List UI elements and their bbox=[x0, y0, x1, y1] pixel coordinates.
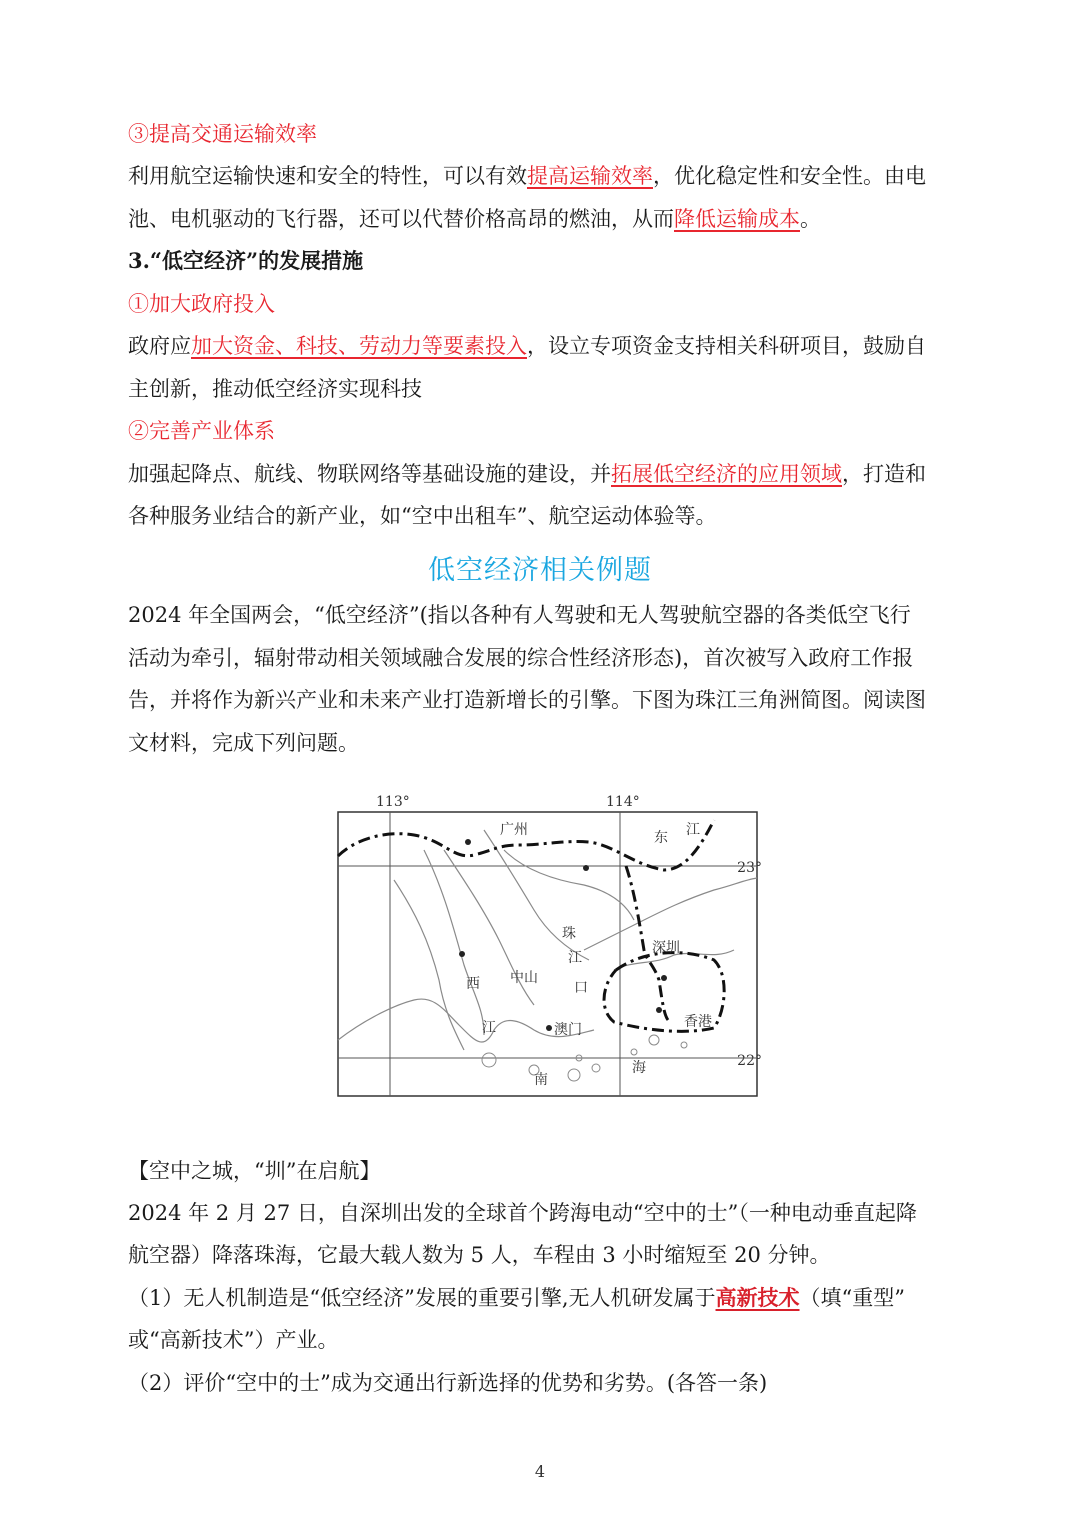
efficiency-paragraph-line-2: 池、电机驱动的飞行器，还可以代替价格高昂的燃油，从而降低运输成本。 bbox=[128, 207, 821, 231]
lon-113-label: 113° bbox=[376, 794, 410, 810]
measure-1-title: ①加大政府投入 bbox=[128, 292, 275, 316]
lat-22-label: 22° bbox=[737, 1053, 762, 1069]
page-number: 4 bbox=[534, 1462, 546, 1481]
measure-2-line-2: 各种服务业结合的新产业，如“空中出租车”、航空运动体验等。 bbox=[128, 504, 717, 528]
question-1-line-1: （1）无人机制造是“低空经济”发展的重要引擎,无人机研发属于高新技术（填“重型” bbox=[128, 1285, 905, 1310]
label-dong-jiang: 江 bbox=[686, 822, 700, 838]
label-zhu: 珠 bbox=[562, 926, 576, 942]
label-nan: 南 bbox=[534, 1072, 548, 1088]
measure-2-line-1: 加强起降点、航线、物联网络等基础设施的建设，并拓展低空经济的应用领域，打造和 bbox=[128, 462, 926, 486]
intro-line-3: 告，并将作为新兴产业和未来产业打造新增长的引擎。下图为珠江三角洲简图。阅读图 bbox=[128, 688, 926, 712]
efficiency-paragraph-line-1: 利用航空运输快速和安全的特性，可以有效提高运输效率，优化稳定性和安全性。由电 bbox=[128, 164, 926, 188]
measure-1-line-1: 政府应加大资金、科技、劳动力等要素投入，设立专项资金支持相关科研项目，鼓励自 bbox=[128, 334, 926, 358]
label-pearl-jiang: 江 bbox=[568, 950, 582, 966]
label-xi-jiang: 江 bbox=[482, 1020, 496, 1036]
label-hongkong: 香港 bbox=[684, 1014, 712, 1030]
efficiency-heading: ③提高交通运输效率 bbox=[128, 122, 317, 146]
label-guangzhou: 广州 bbox=[500, 822, 528, 838]
label-dong: 东 bbox=[654, 830, 668, 846]
lat-23-label: 23° bbox=[737, 860, 762, 876]
material-heading: 【空中之城，“圳”在启航】 bbox=[128, 1159, 381, 1183]
highlight-efficiency: 提高运输效率 bbox=[527, 164, 653, 188]
highlight-application: 拓展低空经济的应用领域 bbox=[611, 462, 842, 486]
intro-line-2: 活动为牵引，辐射带动相关领域融合发展的综合性经济形态)，首次被写入政府工作报 bbox=[128, 646, 914, 670]
material-line-2: 航空器）降落珠海，它最大载人数为 5 人，车程由 3 小时缩短至 20 分钟。 bbox=[128, 1243, 831, 1267]
highlight-investment: 加大资金、科技、劳动力等要素投入 bbox=[191, 334, 527, 358]
measure-2-title: ②完善产业体系 bbox=[128, 419, 275, 443]
label-xi: 西 bbox=[466, 976, 480, 992]
question-2: （2）评价“空中的士”成为交通出行新选择的优势和劣势。(各答一条) bbox=[128, 1371, 768, 1395]
boundary-lines bbox=[338, 820, 724, 1031]
highlight-cost: 降低运输成本 bbox=[674, 207, 800, 231]
intro-line-4: 文材料，完成下列问题。 bbox=[128, 731, 359, 755]
label-zhongshan: 中山 bbox=[510, 970, 538, 986]
label-kou: 口 bbox=[574, 980, 588, 996]
label-macau: 澳门 bbox=[554, 1022, 582, 1038]
question-1-answer: 高新技术 bbox=[715, 1285, 800, 1310]
intro-line-1: 2024 年全国两会，“低空经济”(指以各种有人驾驶和无人驾驶航空器的各类低空飞行 bbox=[128, 603, 911, 627]
material-line-1: 2024 年 2 月 27 日，自深圳出发的全球首个跨海电动“空中的士”（一种电动垂直起降 bbox=[128, 1201, 917, 1225]
examples-title: 低空经济相关例题 bbox=[428, 555, 652, 586]
label-shenzhen: 深圳 bbox=[652, 940, 680, 956]
label-hai: 海 bbox=[632, 1060, 646, 1076]
lon-114-label: 114° bbox=[606, 794, 640, 810]
measures-heading: 3.“低空经济”的发展措施 bbox=[128, 248, 364, 273]
pearl-river-delta-map bbox=[334, 790, 764, 1102]
measure-1-line-2: 主创新，推动低空经济实现科技 bbox=[128, 377, 422, 401]
question-1-line-2: 或“高新技术”）产业。 bbox=[128, 1328, 339, 1352]
